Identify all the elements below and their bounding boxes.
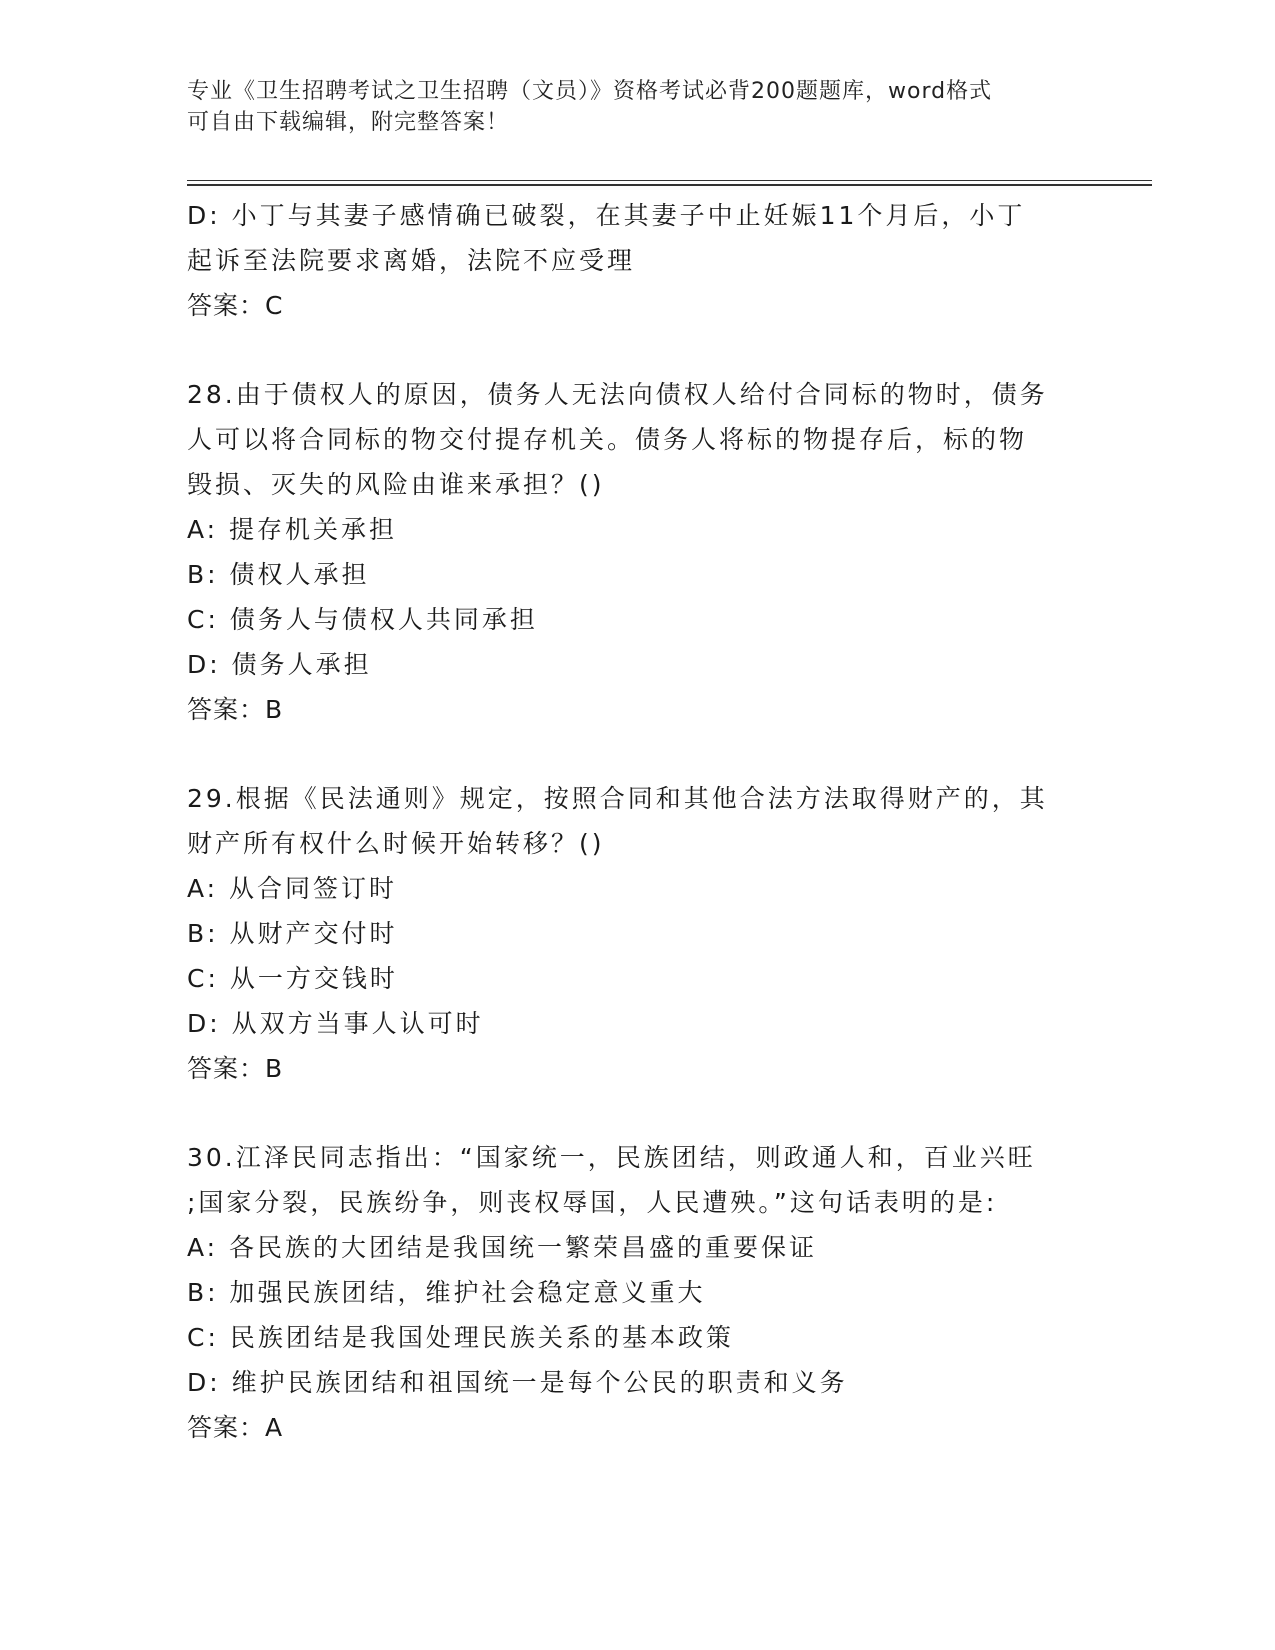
- question-stem-line: 30.江泽民同志指出：“国家统一，民族团结，则政通人和，百业兴旺: [187, 1143, 1036, 1172]
- answer-line: 答案：B: [187, 695, 284, 724]
- block-spacer: [187, 328, 1087, 372]
- answer-line: 答案：C: [187, 291, 284, 320]
- option-a: A: 提存机关承担: [187, 515, 398, 544]
- option-b: B: 从财产交付时: [187, 919, 398, 948]
- option-b: B: 债权人承担: [187, 560, 370, 589]
- option-d: D: 从双方当事人认可时: [187, 1009, 484, 1038]
- option-a: A: 各民族的大团结是我国统一繁荣昌盛的重要保证: [187, 1233, 818, 1262]
- question-stem-line: 财产所有权什么时候开始转移？(): [187, 829, 605, 858]
- option-b: B: 加强民族团结，维护社会稳定意义重大: [187, 1278, 706, 1307]
- header-divider-thick: [187, 184, 1152, 186]
- answer-line: 答案：A: [187, 1413, 284, 1442]
- question-block: [187, 776, 1087, 1091]
- question-stem-line: 毁损、灭失的风险由谁来承担？(): [187, 470, 605, 499]
- question-line: D: 小丁与其妻子感情确已破裂，在其妻子中止妊娠11个月后，小丁: [187, 201, 1026, 230]
- option-c: C: 债务人与债权人共同承担: [187, 605, 538, 634]
- option-d: D: 债务人承担: [187, 650, 372, 679]
- question-block: [187, 372, 1087, 732]
- header-line-2: 可自由下载编辑，附完整答案！: [187, 110, 510, 135]
- answer-line: 答案：B: [187, 1054, 284, 1083]
- block-spacer: [187, 1091, 1087, 1135]
- option-d: D: 维护民族团结和祖国统一是每个公民的职责和义务: [187, 1368, 848, 1397]
- question-block: [187, 193, 1087, 328]
- question-stem-line: 29.根据《民法通则》规定，按照合同和其他合法方法取得财产的，其: [187, 784, 1048, 813]
- option-a: A: 从合同签订时: [187, 874, 398, 903]
- option-c: C: 民族团结是我国处理民族关系的基本政策: [187, 1323, 734, 1352]
- block-spacer: [187, 732, 1087, 776]
- question-line: 起诉至法院要求离婚，法院不应受理: [187, 246, 636, 275]
- option-c: C: 从一方交钱时: [187, 964, 398, 993]
- question-stem-line: 人可以将合同标的物交付提存机关。债务人将标的物提存后，标的物: [187, 425, 1028, 454]
- question-block: [187, 1135, 1087, 1450]
- header-line-1: 专业《卫生招聘考试之卫生招聘（文员）》资格考试必背200题题库，word格式: [187, 79, 993, 104]
- question-stem-line: 28.由于债权人的原因，债务人无法向债权人给付合同标的物时，债务: [187, 380, 1048, 409]
- question-list: [187, 193, 1087, 1450]
- header-divider-thin: [187, 180, 1152, 181]
- document-header: [187, 76, 1087, 138]
- question-stem-line: ;国家分裂，民族纷争，则丧权辱国，人民遭殃。”这句话表明的是:: [187, 1188, 998, 1217]
